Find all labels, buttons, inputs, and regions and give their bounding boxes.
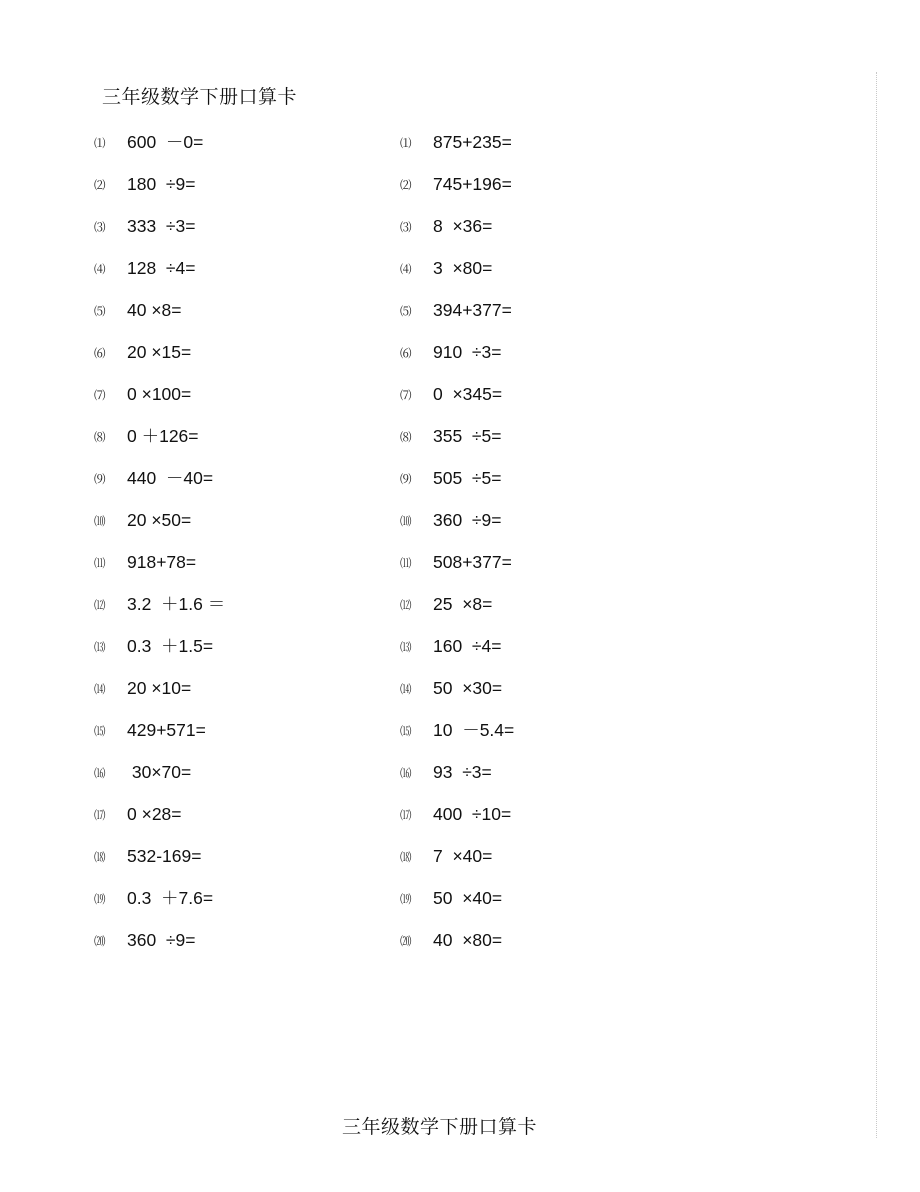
problem-item [94, 467, 225, 509]
problem-expression: 180 ÷9= [127, 174, 196, 194]
problem-number: ⑴ [400, 136, 411, 150]
problem-number: ⑹ [94, 346, 105, 360]
problem-expression: 3.2 ＋1.6 ＝ [127, 594, 226, 614]
problem-number: ⑺ [94, 388, 105, 402]
problem-number: ⑽ [400, 514, 411, 528]
problem-number: ⒇ [400, 934, 411, 948]
problem-number: ⒃ [94, 766, 105, 780]
problem-item [400, 845, 514, 887]
problem-item [94, 551, 225, 593]
problem-number: ⒂ [94, 724, 105, 738]
problem-expression: 360 ÷9= [127, 930, 196, 950]
problem-item [400, 677, 514, 719]
problem-item [94, 719, 225, 761]
problem-expression: 0 ×100= [127, 384, 192, 404]
page-title: 三年级数学下册口算卡 [102, 86, 298, 108]
problem-number: ⒄ [400, 808, 411, 822]
problem-number: ⑹ [400, 346, 411, 360]
problem-expression: 93 ÷3= [433, 762, 492, 782]
problem-number: ⑻ [94, 430, 105, 444]
problem-number: ⒃ [400, 766, 411, 780]
problem-number: ⑼ [400, 472, 411, 486]
problem-expression: 910 ÷3= [433, 342, 502, 362]
problem-expression: 20 ×10= [127, 678, 192, 698]
problem-number: ⑷ [94, 262, 105, 276]
problem-expression: 0 ×28= [127, 804, 182, 824]
problem-item [400, 257, 514, 299]
problem-number: ⑼ [94, 472, 105, 486]
problem-expression: 745+196= [433, 174, 512, 194]
problem-number: ⒆ [94, 892, 105, 906]
problem-item [94, 173, 225, 215]
problem-number: ⑽ [94, 514, 105, 528]
problem-item [400, 341, 514, 383]
problem-item [400, 299, 514, 341]
problem-number: ⑸ [94, 304, 105, 318]
problem-number: ⒀ [94, 640, 105, 654]
problem-number: ⑺ [400, 388, 411, 402]
problem-number: ⒁ [94, 682, 105, 696]
problem-item [400, 215, 514, 257]
problem-item [400, 635, 514, 677]
footer-title: 三年级数学下册口算卡 [342, 1116, 538, 1138]
problem-item [94, 383, 225, 425]
problem-expression: 508+377= [433, 552, 512, 572]
problem-expression: 7 ×40= [433, 846, 493, 866]
problem-item [94, 677, 225, 719]
problem-number: ⒆ [400, 892, 411, 906]
problem-item [94, 509, 225, 551]
problem-item [400, 719, 514, 761]
problem-item [400, 131, 514, 173]
problem-number: ⑿ [400, 598, 411, 612]
problem-number: ⒀ [400, 640, 411, 654]
problem-number: ⒄ [94, 808, 105, 822]
problem-number: ⑶ [400, 220, 411, 234]
problem-expression: 360 ÷9= [433, 510, 502, 530]
problem-expression: 40 ×80= [433, 930, 503, 950]
right-problem-column [400, 131, 514, 971]
problem-expression: 333 ÷3= [127, 216, 196, 236]
problem-item [94, 635, 225, 677]
problem-expression: 8 ×36= [433, 216, 493, 236]
problem-item [400, 929, 514, 971]
problem-item [94, 929, 225, 971]
problem-expression: 440 －40= [127, 468, 214, 488]
page-edge-divider [876, 72, 877, 1138]
problem-expression: 0.3 ＋1.5= [127, 636, 214, 656]
problem-item [400, 509, 514, 551]
problem-number: ⑾ [94, 556, 105, 570]
problem-expression: 355 ÷5= [433, 426, 502, 446]
problem-number: ⑿ [94, 598, 105, 612]
problem-expression: 3 ×80= [433, 258, 493, 278]
problem-number: ⑻ [400, 430, 411, 444]
problem-expression: 20 ×15= [127, 342, 192, 362]
problem-item [400, 425, 514, 467]
problem-expression: 40 ×8= [127, 300, 182, 320]
problem-number: ⑾ [400, 556, 411, 570]
problem-number: ⒁ [400, 682, 411, 696]
problem-item [94, 803, 225, 845]
problem-item [94, 341, 225, 383]
problem-expression: 0 ＋126= [127, 426, 199, 446]
problem-number: ⑵ [94, 178, 105, 192]
problem-expression: 160 ÷4= [433, 636, 502, 656]
problem-item [94, 761, 225, 803]
problem-expression: 505 ÷5= [433, 468, 502, 488]
problem-item [400, 761, 514, 803]
problem-item [94, 257, 225, 299]
problem-item [400, 173, 514, 215]
problem-expression: 128 ÷4= [127, 258, 196, 278]
problem-expression: 10 －5.4= [433, 720, 515, 740]
problem-expression: 875+235= [433, 132, 512, 152]
problem-item [94, 593, 225, 635]
problem-item [400, 467, 514, 509]
problem-number: ⑶ [94, 220, 105, 234]
problem-expression: 600 －0= [127, 132, 204, 152]
problem-item [400, 383, 514, 425]
problem-expression: 0.3 ＋7.6= [127, 888, 214, 908]
problem-number: ⒅ [94, 850, 105, 864]
problem-expression: 25 ×8= [433, 594, 493, 614]
problem-expression: 532-169= [127, 846, 202, 866]
problem-expression: 50 ×30= [433, 678, 503, 698]
problem-expression: 20 ×50= [127, 510, 192, 530]
problem-expression: 400 ÷10= [433, 804, 512, 824]
problem-item [94, 425, 225, 467]
problem-expression: 50 ×40= [433, 888, 503, 908]
problem-expression: 394+377= [433, 300, 512, 320]
problem-item [400, 551, 514, 593]
problem-item [94, 215, 225, 257]
problem-number: ⑸ [400, 304, 411, 318]
problem-number: ⑷ [400, 262, 411, 276]
problem-number: ⒇ [94, 934, 105, 948]
problem-expression: 30×70= [127, 762, 192, 782]
problem-item [94, 299, 225, 341]
left-problem-column [94, 131, 225, 971]
problem-item [94, 887, 225, 929]
problem-number: ⒅ [400, 850, 411, 864]
problem-expression: 918+78= [127, 552, 197, 572]
problem-expression: 0 ×345= [433, 384, 503, 404]
problem-item [94, 845, 225, 887]
problem-item [94, 131, 225, 173]
problem-number: ⒂ [400, 724, 411, 738]
problem-expression: 429+571= [127, 720, 206, 740]
problem-item [400, 803, 514, 845]
problem-number: ⑴ [94, 136, 105, 150]
problem-number: ⑵ [400, 178, 411, 192]
problem-item [400, 593, 514, 635]
problem-item [400, 887, 514, 929]
